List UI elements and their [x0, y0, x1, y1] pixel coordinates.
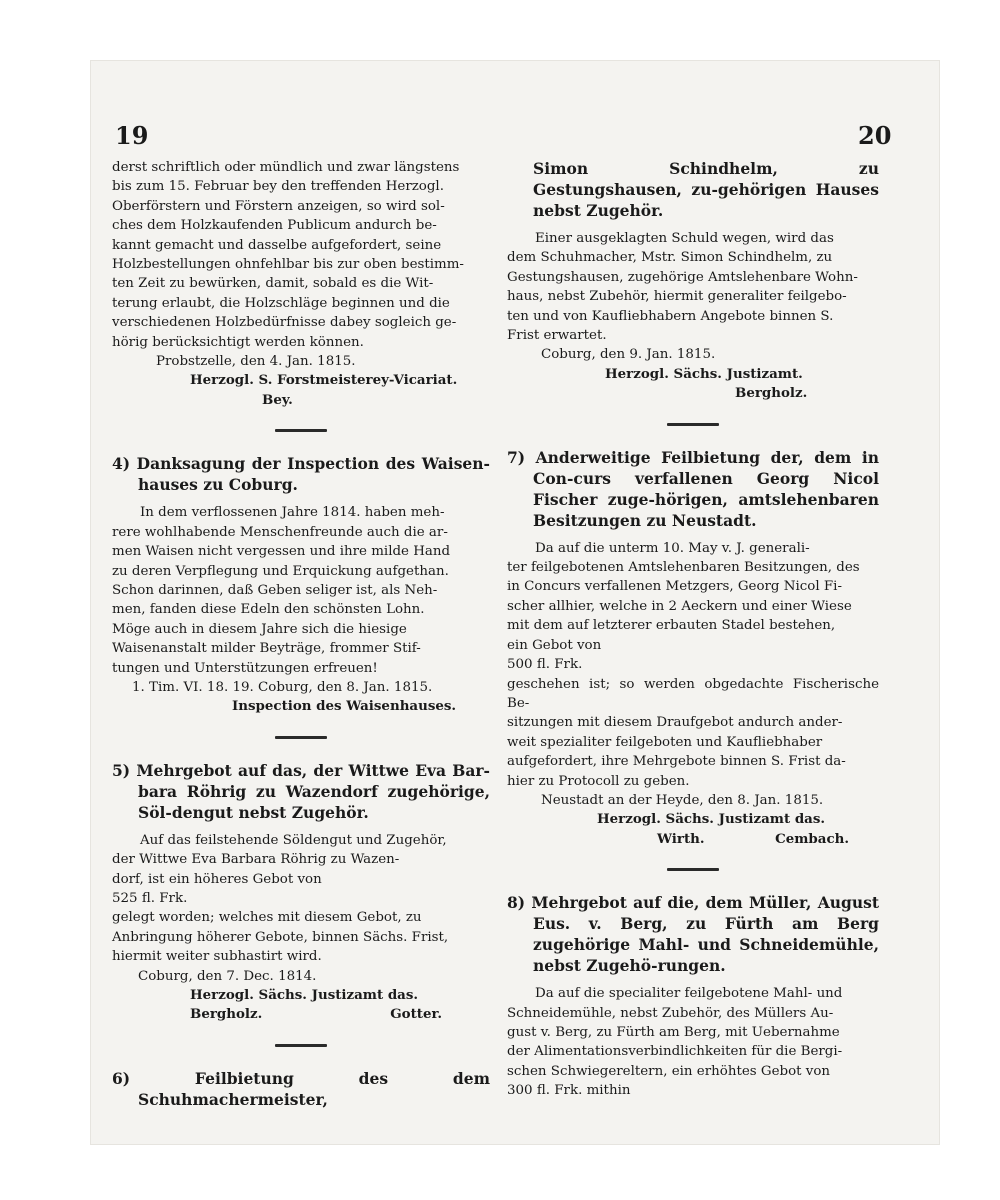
intro-signature-name: Bey. — [262, 391, 293, 408]
text-line: derst schriftlich oder mündlich und zwar längstens — [112, 160, 460, 175]
text-line: Schneidemühle, nebst Zubehör, des Müllers Au- — [507, 1005, 834, 1021]
section-separator — [667, 868, 719, 871]
notice-5-signer-1: Bergholz. — [190, 1006, 263, 1023]
notice-8-body — [507, 984, 879, 1100]
section-separator — [275, 1044, 327, 1047]
notice-5-body-b — [112, 908, 490, 966]
notice-7-heading: 7) Anderweitige Feilbietung der, dem in Con-curs verfallenen Georg Nicol Fischer zuge-hörigen, amtslehenbaren Besitzungen zu Neustadt. — [507, 447, 879, 530]
notice-6-body — [507, 229, 879, 345]
text-line: weit spezialiter feilgeboten und Kaufliebhaber — [507, 734, 823, 750]
section-separator — [275, 736, 327, 739]
text-line: ches dem Holzkaufenden Publicum andurch be- — [112, 218, 437, 234]
notice-5-signature-names — [112, 1005, 490, 1024]
notice-7-amount: 500 fl. Frk. — [507, 657, 583, 673]
notice-7-body-a — [507, 539, 879, 655]
notice-7-signer-2: Cembach. — [775, 830, 849, 847]
text-line: bis zum 15. Februar bey den treffenden Herzogl. — [112, 179, 444, 195]
text-line: dem Schuhmacher, Mstr. Simon Schindhelm, zu — [507, 250, 833, 266]
text-line: aufgefordert, ihre Mehrgebote binnen S. Frist da- — [507, 754, 846, 770]
text-line: ten und von Kaufliebhabern Angebote binnen S. — [507, 308, 834, 324]
text-line: scher allhier, welche in 2 Aeckern und einer Wiese — [507, 598, 852, 614]
text-line: Einer ausgeklagten Schuld wegen, wird das — [535, 231, 834, 246]
notice-7-signer-1: Wirth. — [657, 830, 705, 847]
text-line: dorf, ist ein höheres Gebot von — [112, 871, 322, 887]
text-line: Da auf die unterm 10. May v. J. generali- — [535, 540, 810, 556]
text-line: hier zu Protocoll zu geben. — [507, 773, 690, 789]
text-line: men, fanden diese Edeln den schönsten Lohn. — [112, 602, 425, 618]
text-line: in Concurs verfallenen Metzgers, Georg Nicol Fi- — [507, 579, 842, 595]
notice-6-date: Coburg, den 9. Jan. 1815. — [541, 347, 716, 363]
notice-5-amount: 525 fl. Frk. — [112, 890, 188, 906]
text-line: tungen und Unterstützungen erfreuen! — [112, 660, 378, 676]
text-line: 300 fl. Frk. mithin — [507, 1083, 631, 1099]
notice-7-signature-names — [507, 830, 879, 849]
text-line: men Waisen nicht vergessen und ihre milde Hand — [112, 544, 451, 560]
text-line: haus, nebst Zubehör, hiermit generaliter feilgebo- — [507, 289, 847, 305]
left-column — [112, 158, 490, 1110]
notice-6-signature: Herzogl. Sächs. Justizamt. — [605, 365, 803, 382]
text-line: terung erlaubt, die Holzschläge beginnen und die — [112, 295, 450, 311]
text-line: geschehen ist; so werden obgedachte Fischerische Be- — [507, 676, 879, 711]
text-line: kannt gemacht und dasselbe aufgefordert, seine — [112, 237, 442, 253]
notice-5-heading: 5) Mehrgebot auf das, der Wittwe Eva Bar-bara Röhrig zu Wazendorf zugehörige, Söl-dengut nebst Zugehör. — [112, 760, 490, 822]
notice-8-heading: 8) Mehrgebot auf die, dem Müller, August Eus. v. Berg, zu Fürth am Berg zugehörige Mahl- und Schneidemühle, nebst Zugehö-rungen. — [507, 893, 879, 976]
text-line: Gestungshausen, zugehörige Amtslehenbare Wohn- — [507, 269, 858, 285]
text-line: Frist erwartet. — [507, 328, 607, 344]
text-line: zu deren Verpflegung und Erquickung aufgethan. — [112, 563, 449, 579]
notice-6-heading-continued: Simon Schindhelm, zu Gestungshausen, zu-gehörigen Hauses nebst Zugehör. — [533, 159, 879, 220]
notice-4-date: 1. Tim. VI. 18. 19. Coburg, den 8. Jan. 1815. — [132, 679, 433, 695]
notice-4-body — [112, 503, 490, 678]
notice-7-date: Neustadt an der Heyde, den 8. Jan. 1815. — [541, 792, 824, 808]
text-line: mit dem auf letzterer erbauten Stadel bestehen, — [507, 618, 836, 634]
text-line: verschiedenen Holzbedürfnisse dabey sogleich ge- — [112, 315, 457, 331]
text-line: Oberförstern und Förstern anzeigen, so wird sol- — [112, 198, 445, 214]
text-line: der Alimentationsverbindlichkeiten für die Bergi- — [507, 1044, 843, 1060]
text-line: gelegt worden; welches mit diesem Gebot, zu — [112, 910, 422, 926]
text-line: Möge auch in diesem Jahre sich die hiesige — [112, 621, 407, 637]
text-line: rere wohlhabende Menschenfreunde auch die ar- — [112, 524, 448, 540]
notice-6-signature-name: Bergholz. — [735, 385, 808, 402]
text-line: Holzbestellungen ohnfehlbar bis zur oben bestimm- — [112, 257, 464, 273]
right-column — [507, 158, 879, 1101]
text-line: hörig berücksichtigt werden können. — [112, 334, 364, 350]
notice-5-signature: Herzogl. Sächs. Justizamt das. — [190, 987, 419, 1003]
text-line: gust v. Berg, zu Fürth am Berg, mit Uebernahme — [507, 1024, 840, 1040]
text-line: Schon darinnen, daß Geben seliger ist, als Neh- — [112, 582, 438, 598]
text-line: ter feilgebotenen Amtslehenbaren Besitzungen, des — [507, 560, 860, 576]
intro-date: Probstzelle, den 4. Jan. 1815. — [156, 354, 356, 370]
page-number-left: 19 — [115, 121, 149, 150]
text-line: Waisenanstalt milder Beyträge, frommer Stif- — [112, 641, 421, 657]
notice-5-date: Coburg, den 7. Dec. 1814. — [138, 968, 317, 984]
text-line: Auf das feilstehende Söldengut und Zugehör, — [140, 832, 447, 848]
text-line: In dem verflossenen Jahre 1814. haben meh- — [140, 505, 445, 521]
text-line: hiermit weiter subhastirt wird. — [112, 949, 322, 965]
text-line: Anbringung höherer Gebote, binnen Sächs. Frist, — [112, 929, 449, 945]
notice-4-signature: Inspection des Waisenhauses. — [232, 698, 457, 715]
text-line: Da auf die specialiter feilgebotene Mahl- und — [535, 986, 843, 1002]
text-line: sitzungen mit diesem Draufgebot andurch ander- — [507, 715, 843, 731]
text-line: ten Zeit zu bewürken, damit, sobald es die Wit- — [112, 276, 434, 292]
notice-5-body-a — [112, 831, 490, 889]
section-separator — [275, 429, 327, 432]
intro-paragraph — [112, 158, 490, 352]
notice-4-heading: 4) Danksagung der Inspection des Waisen-hauses zu Coburg. — [112, 454, 490, 495]
section-separator — [667, 423, 719, 426]
notice-7-body-b — [507, 675, 879, 791]
notice-5-signer-2: Gotter. — [390, 1006, 442, 1023]
text-line: schen Schwiegereltern, ein erhöhtes Gebot von — [507, 1063, 831, 1079]
text-line: ein Gebot von — [507, 637, 602, 653]
text-line: der Wittwe Eva Barbara Röhrig zu Wazen- — [112, 852, 400, 868]
notice-7-signature: Herzogl. Sächs. Justizamt das. — [597, 811, 826, 828]
notice-6-heading: 6) Feilbietung des dem Schuhmachermeister, — [112, 1068, 490, 1109]
page-number-right: 20 — [858, 121, 892, 150]
intro-signature: Herzogl. S. Forstmeisterey-Vicariat. — [190, 372, 458, 389]
